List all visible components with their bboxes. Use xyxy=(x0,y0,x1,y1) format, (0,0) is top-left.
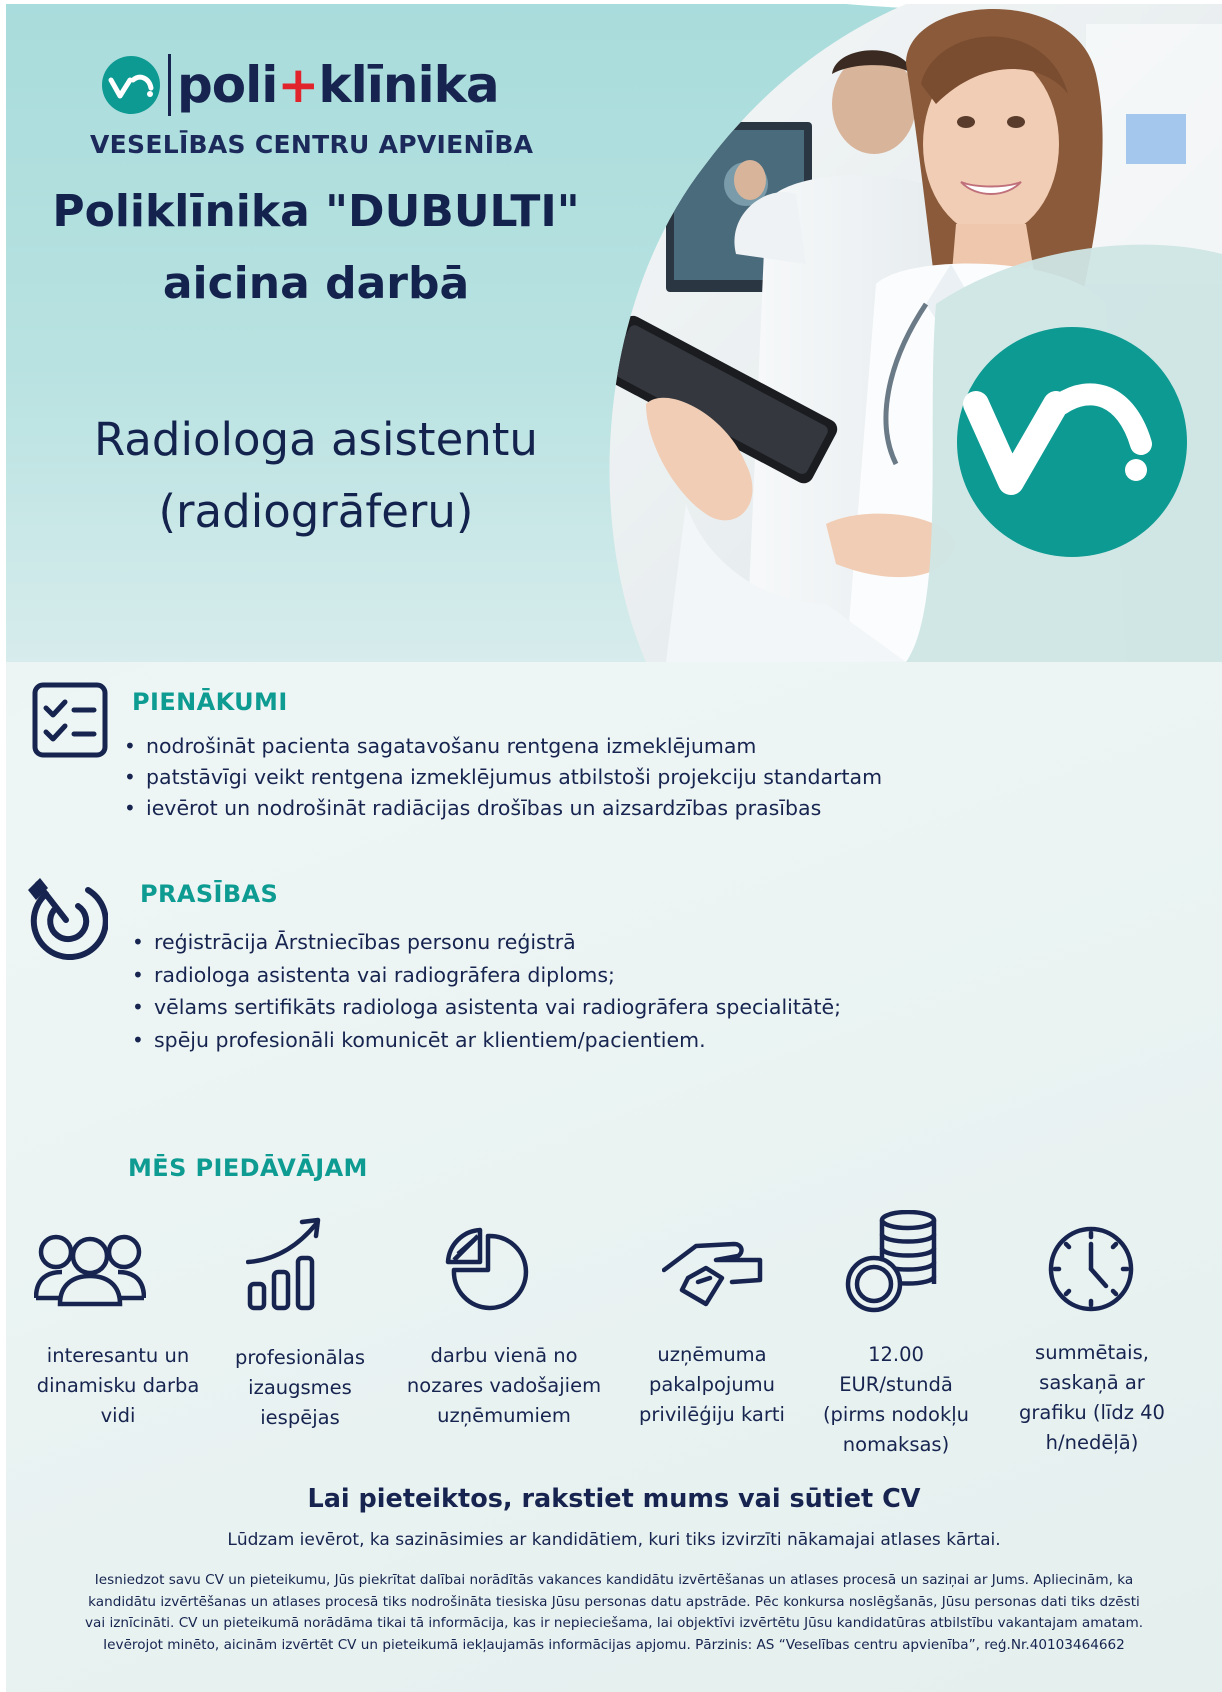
offer-item-growth xyxy=(202,1343,398,1433)
selection-note: Lūdzam ievērot, ka sazināsimies ar kandidātiem, kuri tiks izvirzīti nākamajai atlases kārtai. xyxy=(227,1530,1001,1550)
offer-line: izaugsmes xyxy=(248,1376,352,1399)
duties-title: PIENĀKUMI xyxy=(132,688,288,716)
offer-line: saskaņā ar xyxy=(1039,1371,1145,1394)
duties-list xyxy=(122,731,882,824)
offer-item-salary xyxy=(806,1340,986,1460)
offer-line: EUR/stundā xyxy=(839,1373,953,1396)
offer-line: nomaksas) xyxy=(842,1433,950,1456)
privacy-notice xyxy=(28,1570,1200,1656)
offer-line: uzņēmuma xyxy=(657,1343,767,1366)
list-item: • reģistrācija Ārstniecības personu reģistrā xyxy=(130,926,841,959)
logo-wordmark xyxy=(168,54,499,116)
position-subtitle: (radiogrāferu) xyxy=(158,485,474,538)
offer-title: MĒS PIEDĀVĀJAM xyxy=(128,1154,368,1182)
logo-prefix: poli xyxy=(177,56,278,114)
list-item: • radiologa asistenta vai radiogrāfera diploms; xyxy=(130,959,841,992)
vca-logo-icon xyxy=(100,54,162,116)
logo-suffix: klīnika xyxy=(318,56,499,114)
legal-line: Iesniedzot savu CV un pieteikumu, Jūs piekrītat dalībai norādītās vakances kandidātu izvērtēšanas un atlases procesā un saziņai ar Jums. Apliecinām, ka xyxy=(94,1572,1134,1588)
list-item: • spēju profesionāli komunicēt ar klientiem/pacientiem. xyxy=(130,1024,841,1057)
team-icon xyxy=(34,1232,146,1308)
legal-line: Ievērojot minēto, aicinām izvērtēt CV un pieteikumā iekļaujamās informācijas apjomu. Pārzinis: AS “Veselības centru apvienība”, reģ.Nr.40103464662 xyxy=(103,1636,1125,1653)
offer-line: iespējas xyxy=(260,1406,340,1429)
list-item: • patstāvīgi veikt rentgena izmeklējumus atbilstoši projekciju standartam xyxy=(122,762,882,793)
hero-title: Poliklīnika "DUBULTI" xyxy=(52,186,580,237)
offer-line: (pirms nodokļu xyxy=(822,1403,970,1426)
offer-line: nozares vadošajiem xyxy=(406,1374,602,1397)
offer-item-company xyxy=(390,1341,618,1431)
offer-line: interesantu un xyxy=(46,1344,190,1367)
hero-subtitle: aicina darbā xyxy=(162,258,470,309)
offer-line: uzņēmumiem xyxy=(437,1404,571,1427)
offer-item-environment xyxy=(18,1341,218,1431)
hero-banner xyxy=(6,4,1222,662)
offer-item-privilege-card xyxy=(612,1340,812,1430)
offer-line: pakalpojumu xyxy=(648,1373,776,1396)
offer-line: vidi xyxy=(100,1404,136,1427)
poliklinika-logo xyxy=(100,54,499,116)
requirements-title: PRASĪBAS xyxy=(140,880,279,908)
job-poster xyxy=(6,4,1222,1692)
hand-card-icon xyxy=(662,1238,764,1312)
clock-icon xyxy=(1046,1224,1136,1314)
offer-line: dinamisku darba xyxy=(36,1374,200,1397)
red-cross-icon: + xyxy=(277,56,319,114)
position-title: Radiologa asistentu xyxy=(94,413,538,466)
apply-cta: Lai pieteiktos, rakstiet mums vai sūtiet CV xyxy=(307,1484,921,1514)
legal-line: kandidātu izvērtēšanas un atlases procesā tiks nodrošināta tiesiska Jūsu personas datu apstrāde. Pēc konkursa noslēgšanās, Jūsu personas dati tiks dzēsti xyxy=(88,1593,1140,1610)
offer-line: 12.00 xyxy=(868,1343,924,1366)
offer-line: profesionālas xyxy=(234,1346,366,1369)
target-icon xyxy=(24,876,108,960)
list-item: • nodrošināt pacienta sagatavošanu rentgena izmeklējumam xyxy=(122,731,882,762)
offer-line: grafiku (līdz 40 xyxy=(1019,1401,1165,1424)
offer-line: privilēģiju karti xyxy=(639,1403,785,1426)
checklist-icon xyxy=(32,682,108,758)
growth-chart-icon xyxy=(246,1216,326,1312)
coins-icon xyxy=(844,1210,940,1314)
offer-line: darbu vienā no xyxy=(430,1344,578,1367)
org-subtitle: VESELĪBAS CENTRU APVIENĪBA xyxy=(90,130,534,159)
list-item: • ievērot un nodrošināt radiācijas drošības un aizsardzības prasības xyxy=(122,793,882,824)
legal-line: vai iznīcināti. CV un pieteikumā norādāma tikai tā informācija, kas ir nepieciešama, lai objektīvi izvērtētu Jūsu kandidatūras atbilstību vakantajam amatam. xyxy=(84,1615,1144,1631)
requirements-list xyxy=(130,926,841,1056)
offer-line: h/nedēļā) xyxy=(1045,1431,1139,1454)
list-item: • vēlams sertifikāts radiologa asistenta vai radiogrāfera specialitātē; xyxy=(130,991,841,1024)
pie-chart-icon xyxy=(444,1226,530,1312)
offer-item-schedule xyxy=(992,1338,1192,1458)
offer-line: summētais, xyxy=(1035,1341,1149,1364)
